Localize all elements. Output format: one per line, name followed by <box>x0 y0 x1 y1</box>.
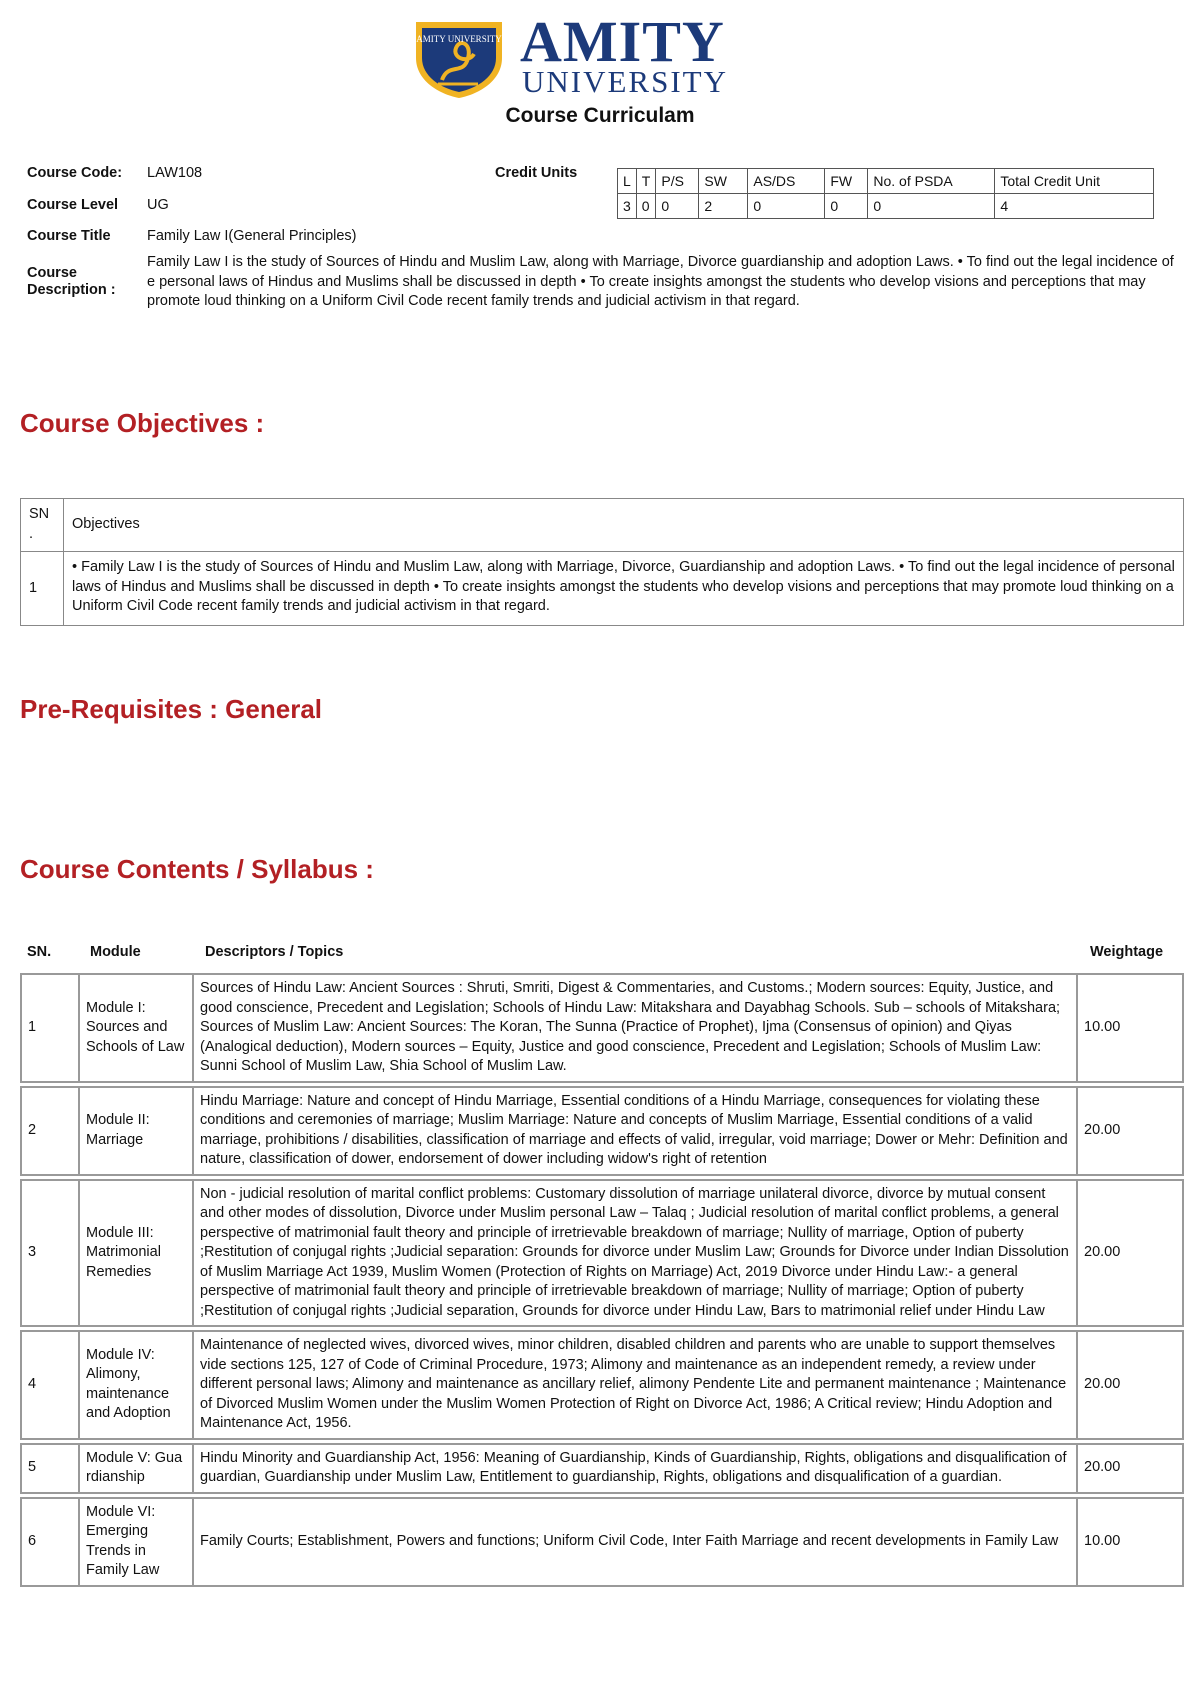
objectives-sn-header: SN . <box>21 499 64 552</box>
course-code-label: Course Code: <box>27 165 123 181</box>
syllabus-sn-cell: 3 <box>20 1179 80 1328</box>
syllabus-topics-cell: Family Courts; Establishment, Powers and functions; Uniform Civil Code, Inter Faith Marriage and recent developments in Family Law <box>194 1497 1078 1587</box>
syllabus-module-cell: Module VI: Emerging Trends in Family Law <box>80 1497 194 1587</box>
syllabus-sn-header: SN. <box>27 944 52 960</box>
shield-crest-icon <box>412 18 506 100</box>
objectives-row <box>21 552 1184 626</box>
syllabus-weightage-cell: 10.00 <box>1078 973 1184 1083</box>
syllabus-row <box>20 1086 1184 1176</box>
course-contents-heading: Course Contents / Syllabus : <box>20 854 374 884</box>
syllabus-module-cell: Module IV: Alimony, maintenance and Adoption <box>80 1330 194 1440</box>
course-code-value: LAW108 <box>147 165 203 181</box>
course-objectives-heading: Course Objectives : <box>20 408 265 438</box>
syllabus-table <box>20 970 1184 1590</box>
syllabus-weightage-cell: 20.00 <box>1078 1443 1184 1494</box>
credit-header-cell: No. of PSDA <box>868 169 995 194</box>
credit-header-row <box>618 169 1154 194</box>
svg-text:AMITY UNIVERSITY: AMITY UNIVERSITY <box>416 34 502 44</box>
syllabus-weightage-cell: 10.00 <box>1078 1497 1184 1587</box>
syllabus-module-cell: Module III: Matrimonial Remedies <box>80 1179 194 1328</box>
syllabus-topics-cell: Maintenance of neglected wives, divorced wives, minor children, disabled children and parents who are unable to support themselves vide sections 125, 127 of Code of Criminal Procedure, 1973; Alimony and maintenance as an independent remedy, a review under different personal laws; Alimony and maintenance as ancillary relief, alimony Pendente Lite and permanent maintenance ; Maintenance of Divorced Muslim Women under the Muslim Women Protection of Right on Divorce Act, 1986; A Critical review; Hindu Adoption and Maintenance Act, 1956. <box>194 1330 1078 1440</box>
syllabus-topics-header: Descriptors / Topics <box>205 944 344 960</box>
objectives-sn-cell: 1 <box>21 552 64 626</box>
credit-header-cell: L <box>618 169 637 194</box>
syllabus-sn-cell: 4 <box>20 1330 80 1440</box>
syllabus-module-cell: Module I: Sources and Schools of Law <box>80 973 194 1083</box>
syllabus-row <box>20 1497 1184 1587</box>
syllabus-topics-cell: Hindu Marriage: Nature and concept of Hindu Marriage, Essential conditions of a Hindu Marriage, consequences for violating these conditions and ceremonies of marriage; Muslim Marriage: Nature and concepts of Muslim Marriage, Essential conditions of a valid marriage, prohibitions / disabilities, classification of marriage and effects of valid, irregular, void marriage; Dower or Mehr: Definition and nature, classification of dower, endorsement of dower including widow's right of retention <box>194 1086 1078 1176</box>
objectives-header-row <box>21 499 1184 552</box>
syllabus-topics-cell: Non - judicial resolution of marital conflict problems: Customary dissolution of marriage unilateral divorce, divorce by mutual consent and other modes of dissolution, Divorce under Muslim personal Law – Talaq ; Judicial resolution of marital conflict problems, a general perspective of matrimonial fault theory and principle of irretrievable breakdown of marriage; Nullity of marriage, Option of puberty ;Restitution of conjugal rights ;Judicial separation: Grounds for divorce under Muslim Law; Grounds for Divorce under Indian Dissolution of Muslim Marriage Act 1939, Muslim Women (Protection of Rights on Marriage) Act, 2019 Divorce under Hindu Law:- a general perspective of matrimonial fault theory and principle of irretrievable breakdown of marriage; Nullity of marriage; Option of puberty ;Restitution of conjugal rights ;Judicial separation, Grounds for divorce under Hindu Law, Bars to matrimonial relief under Hindu Law <box>194 1179 1078 1328</box>
logo-wordmark-university: UNIVERSITY <box>522 64 728 99</box>
syllabus-topics-cell: Sources of Hindu Law: Ancient Sources : Shruti, Smriti, Digest & Commentaries, and Customs.; Modern sources: Equity, Justice, and good conscience, Precedent and Legislation; Schools of Hindu Law: Mitakshara and Dayabhag Schools. Sub – schools of Mitakshara; Sources of Muslim Law: Ancient Sources: The Koran, The Sunna (Practice of Prophet), Ijma (Consensus of opinion) and Qiyas (Analogical deduction), Modern sources – Equity, Justice and good conscience, Precedent and Legislation; Schools of Muslim Law: Sunni School of Muslim Law, Shia School of Muslim Law. <box>194 973 1078 1083</box>
credit-value-cell: 2 <box>699 194 748 219</box>
document-title: Course Curriculam <box>505 104 695 127</box>
objectives-table <box>20 498 1184 626</box>
syllabus-module-header: Module <box>90 944 141 960</box>
credit-header-cell: SW <box>699 169 748 194</box>
credit-units-label: Credit Units <box>495 165 578 181</box>
credit-header-cell: P/S <box>656 169 699 194</box>
course-description-text: Family Law I is the study of Sources of Hindu and Muslim Law, along with Marriage, Divorce guardianship and adoption Laws. • To find out the legal incidence of e personal laws of Hindus and Muslims shall be discussed in depth • To create insights amongst the students who develop visions and perceptions that may promote loud thinking on a Uniform Civil Code recent family trends and judicial activism in that regard. <box>147 254 1174 309</box>
syllabus-weightage-cell: 20.00 <box>1078 1179 1184 1328</box>
credit-value-row <box>618 194 1154 219</box>
syllabus-module-cell: Module II: Marriage <box>80 1086 194 1176</box>
syllabus-topics-cell: Hindu Minority and Guardianship Act, 1956: Meaning of Guardianship, Kinds of Guardianship, Rights, obligations and disqualification of guardian, Guardianship under Muslim Law, Entitlement to guardianship, Rights, obligations and disqualification of a guardian. <box>194 1443 1078 1494</box>
syllabus-row <box>20 973 1184 1083</box>
syllabus-sn-cell: 6 <box>20 1497 80 1587</box>
syllabus-weightage-cell: 20.00 <box>1078 1330 1184 1440</box>
syllabus-weightage-cell: 20.00 <box>1078 1086 1184 1176</box>
credit-header-cell: T <box>636 169 656 194</box>
prerequisites-heading: Pre-Requisites : General <box>20 694 322 724</box>
credit-header-cell: FW <box>825 169 868 194</box>
credit-value-cell: 4 <box>995 194 1154 219</box>
credit-value-cell: 3 <box>618 194 637 219</box>
credit-value-cell: 0 <box>656 194 699 219</box>
syllabus-module-cell: Module V: Guardianship <box>80 1443 194 1494</box>
credit-value-cell: 0 <box>636 194 656 219</box>
course-level-label: Course Level <box>27 197 119 213</box>
syllabus-row <box>20 1443 1184 1494</box>
syllabus-sn-cell: 5 <box>20 1443 80 1494</box>
credit-value-cell: 0 <box>868 194 995 219</box>
credit-header-cell: AS/DS <box>748 169 825 194</box>
syllabus-row <box>20 1179 1184 1328</box>
objectives-text-cell: • Family Law I is the study of Sources of Hindu and Muslim Law, along with Marriage, Divorce, Guardianship and adoption Laws. • To find out the legal incidence of personal laws of Hindus and Muslims shall be discussed in depth • To create insights amongst the students who develop visions and perceptions that may promote loud thinking on a Uniform Civil Code recent family trends and judicial activism in that regard. <box>64 552 1184 626</box>
syllabus-row <box>20 1330 1184 1440</box>
credit-units-table <box>617 168 1154 219</box>
course-level-value: UG <box>147 197 169 213</box>
course-title-value: Family Law I(General Principles) <box>147 228 357 244</box>
credit-header-cell: Total Credit Unit <box>995 169 1154 194</box>
logo-wordmark-amity: AMITY <box>520 9 725 74</box>
syllabus-weightage-header: Weightage <box>1090 944 1164 960</box>
course-description-label: Course Description : <box>27 265 116 298</box>
objectives-header: Objectives <box>64 499 1184 552</box>
credit-value-cell: 0 <box>748 194 825 219</box>
syllabus-sn-cell: 1 <box>20 973 80 1083</box>
credit-value-cell: 0 <box>825 194 868 219</box>
syllabus-sn-cell: 2 <box>20 1086 80 1176</box>
course-title-label: Course Title <box>27 228 111 244</box>
